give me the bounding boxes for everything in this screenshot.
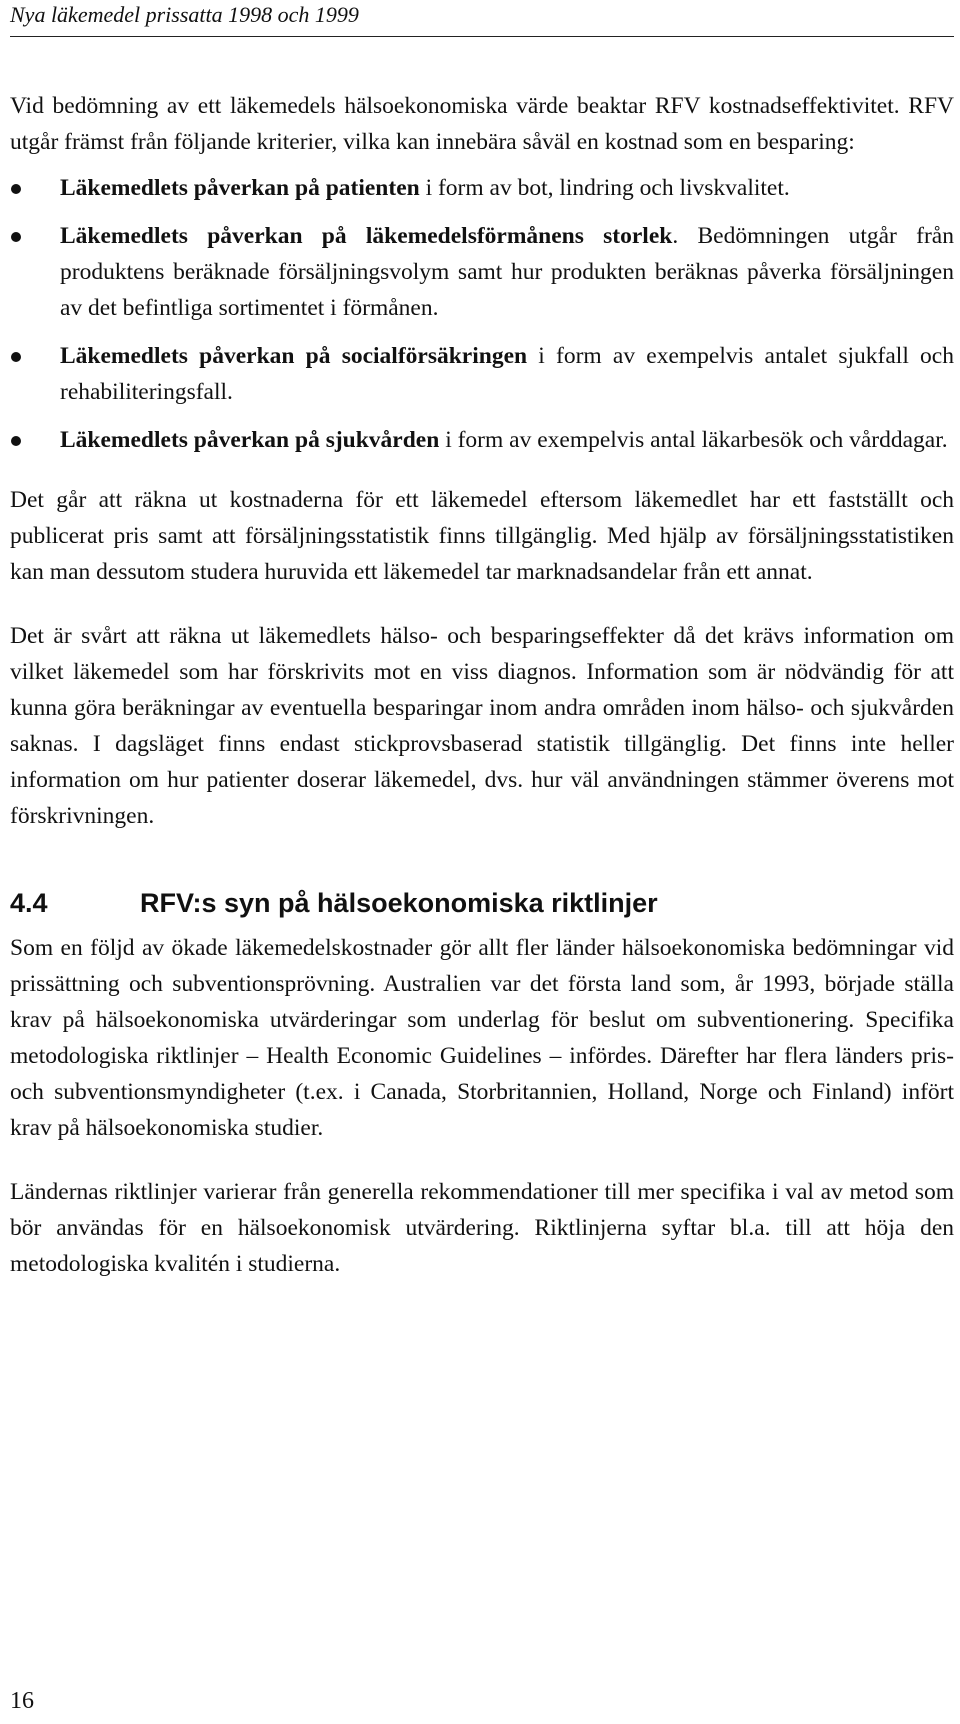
criteria-list bbox=[10, 170, 954, 458]
list-item-lead: Läkemedlets påverkan på socialförsäkringen bbox=[60, 343, 528, 369]
list-item-text: . Bedömningen utgår från produktens beräknade försäljningsvolym samt hur produkten beräknas påverka försäljningen av det befintliga sortimentet i förmånen. bbox=[60, 223, 954, 321]
section-number: 4.4 bbox=[10, 888, 48, 918]
list-item-lead: Läkemedlets påverkan på sjukvården bbox=[60, 427, 440, 453]
list-item bbox=[10, 170, 954, 206]
list-item-text: i form av exempelvis antal läkarbesök och vårddagar. bbox=[439, 427, 948, 453]
cost-paragraph: Det går att räkna ut kostnaderna för ett läkemedel eftersom läkemedlet har ett fastställt och publicerat pris samt att försäljningsstatistik finns tillgänglig. Med hjälp av försäljningsstatistiken kan man dessutom studera huruvida ett läkemedel tar marknadsandelar från ett annat. bbox=[10, 487, 954, 585]
list-item-lead: Läkemedlets påverkan på patienten bbox=[60, 175, 420, 201]
page-number: 16 bbox=[10, 1688, 34, 1714]
section-heading bbox=[10, 886, 954, 920]
list-item bbox=[10, 338, 954, 410]
section-paragraph: Ländernas riktlinjer varierar från generella rekommendationer till mer specifika i val av metod som bör användas för en hälsoekonomisk utvärdering. Riktlinjerna syftar bl.a. till att höja den metodologiska kvalitén i studierna. bbox=[10, 1179, 954, 1277]
section-paragraph: Som en följd av ökade läkemedelskostnader gör allt fler länder hälsoekonomiska bedömningar vid prissättning och subventionsprövning. Australien var det första land som, år 1993, började ställa krav på hälsoekonomiska utvärderingar som underlag för beslut om subventionering. Specifika metodologiska riktlinjer – Health Economic Guidelines – infördes. Därefter har flera länders pris- och subventionsmyndigheter (t.ex. i Canada, Storbritannien, Holland, Norge och Finland) infört krav på hälsoekonomiska studier. bbox=[10, 935, 954, 1141]
list-item-lead: Läkemedlets påverkan på läkemedelsförmånens storlek bbox=[60, 223, 673, 249]
running-header-title: Nya läkemedel prissatta 1998 och 1999 bbox=[10, 2, 359, 27]
section-title: RFV:s syn på hälsoekonomiska riktlinjer bbox=[140, 888, 658, 918]
page-body bbox=[10, 88, 954, 1282]
running-header bbox=[10, 0, 954, 37]
list-item-text: i form av bot, lindring och livskvalitet. bbox=[419, 175, 790, 201]
list-item-text: i form av exempelvis antalet sjukfall och rehabiliteringsfall. bbox=[60, 343, 954, 405]
list-item bbox=[10, 218, 954, 326]
effects-paragraph: Det är svårt att räkna ut läkemedlets hälso- och besparingseffekter då det krävs information om vilket läkemedel som har förskrivits mot en viss diagnos. Information som är nödvändig för att kunna göra beräkningar av eventuella besparingar inom andra områden inom hälso- och sjukvården saknas. I dagsläget finns endast stickprovsbaserad statistik tillgänglig. Det finns inte heller information om hur patienter doserar läkemedel, dvs. hur väl användningen stämmer överens mot förskrivningen. bbox=[10, 623, 954, 829]
intro-paragraph: Vid bedömning av ett läkemedels hälsoekonomiska värde beaktar RFV kostnadseffektivitet. RFV utgår främst från följande kriterier, vilka kan innebära såväl en kostnad som en besparing: bbox=[10, 93, 954, 155]
list-item bbox=[10, 422, 954, 458]
